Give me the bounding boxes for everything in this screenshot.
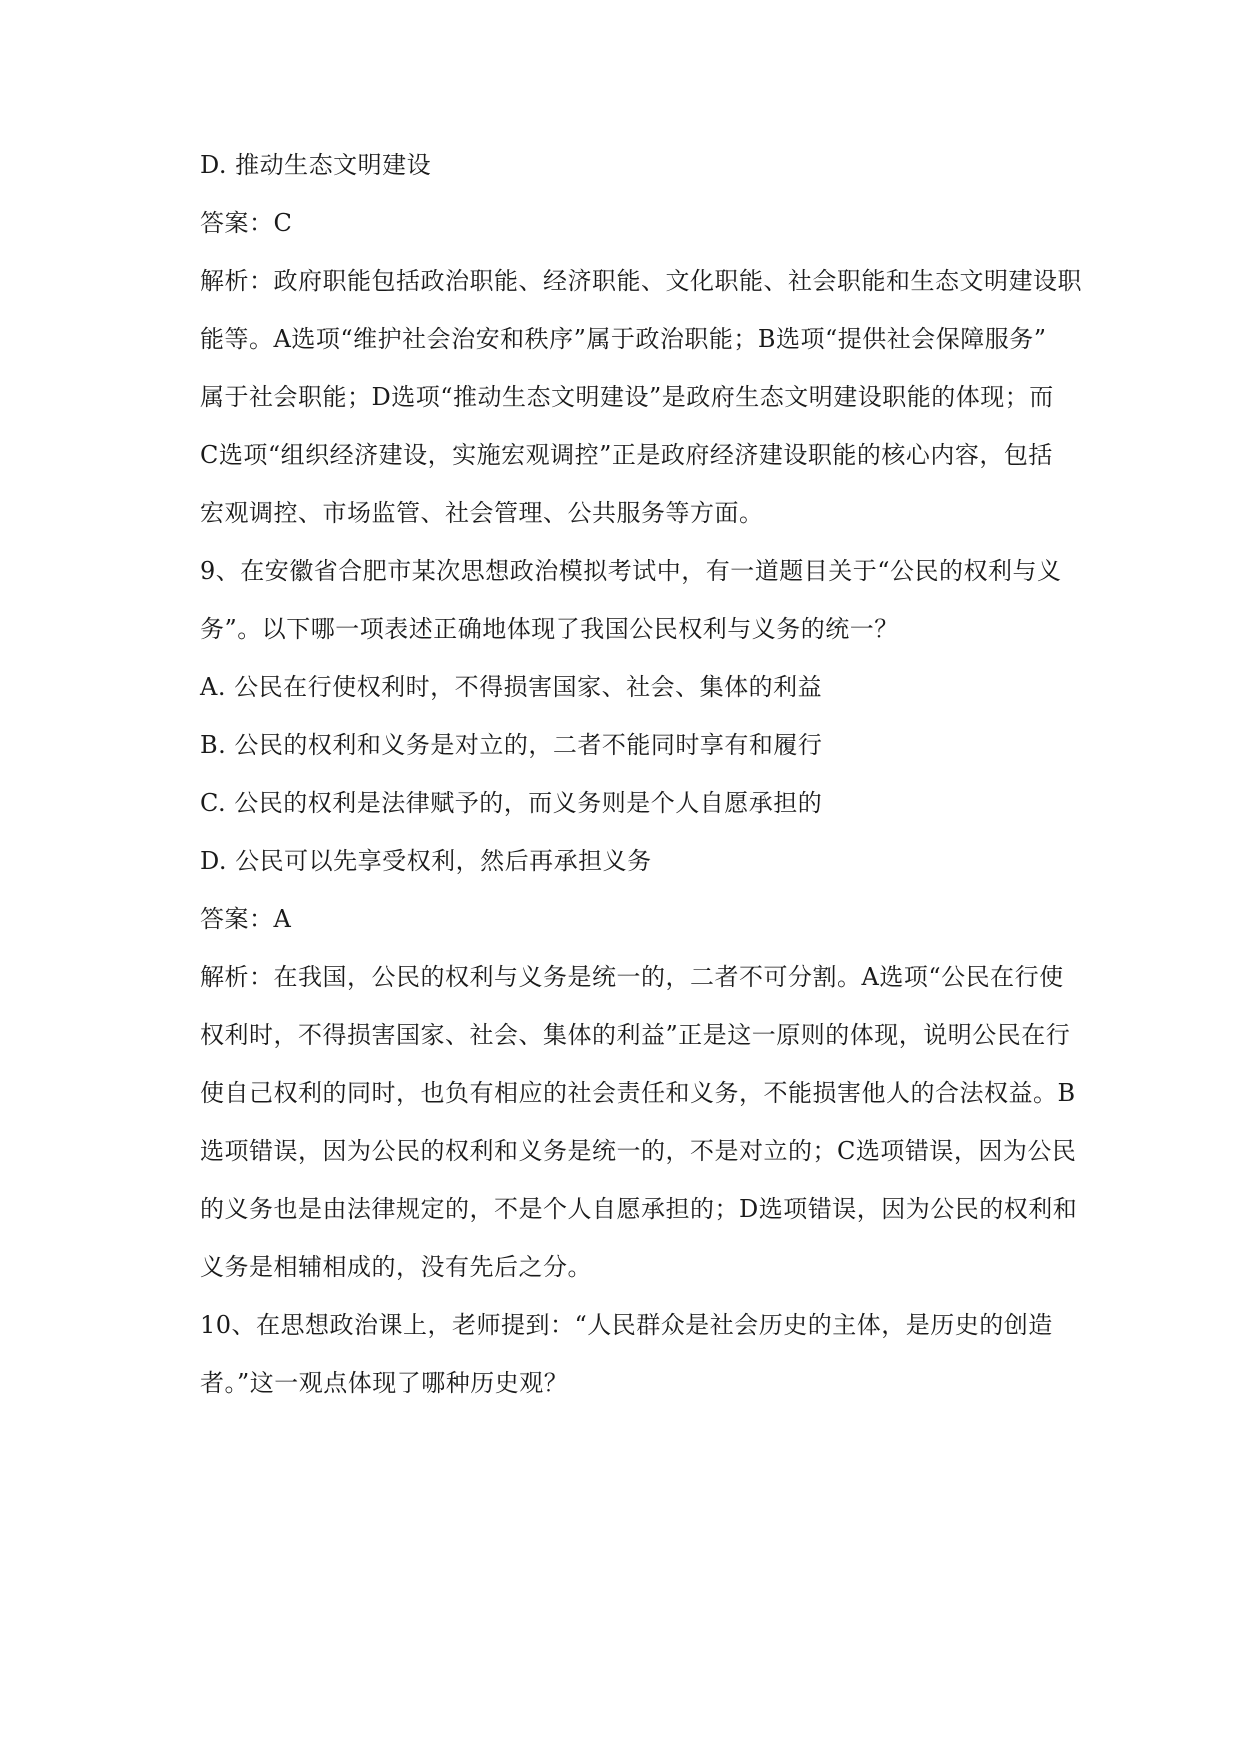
option-a-line: A. 公民在行使权利时，不得损害国家、社会、集体的利益 [200, 673, 823, 701]
analysis-line: 选项错误，因为公民的权利和义务是统一的，不是对立的；C选项错误，因为公民 [200, 1137, 1077, 1165]
option-d-line: D. 公民可以先享受权利，然后再承担义务 [200, 847, 652, 875]
analysis-line: 能等。A选项“维护社会治安和秩序”属于政治职能；B选项“提供社会保障服务” [200, 325, 1047, 353]
analysis-line: 的义务也是由法律规定的，不是个人自愿承担的；D选项错误，因为公民的权利和 [200, 1195, 1078, 1223]
analysis-line: 使自己权利的同时，也负有相应的社会责任和义务，不能损害他人的合法权益。B [200, 1079, 1076, 1107]
analysis-line: 解析：政府职能包括政治职能、经济职能、文化职能、社会职能和生态文明建设职 [200, 267, 1082, 295]
option-c-line: C. 公民的权利是法律赋予的，而义务则是个人自愿承担的 [200, 789, 823, 817]
option-d-line: D. 推动生态文明建设 [200, 151, 432, 179]
question-9-line: 9、在安徽省合肥市某次思想政治模拟考试中，有一道题目关于“公民的权利与义 [200, 557, 1062, 585]
answer-line: 答案：C [200, 209, 293, 237]
analysis-line: C选项“组织经济建设，实施宏观调控”正是政府经济建设职能的核心内容，包括 [200, 441, 1053, 469]
answer-line: 答案：A [200, 905, 292, 933]
question-10-line: 者。”这一观点体现了哪种历史观？ [200, 1369, 569, 1397]
analysis-line: 属于社会职能；D选项“推动生态文明建设”是政府生态文明建设职能的体现；而 [200, 383, 1054, 411]
question-10-line: 10、在思想政治课上，老师提到：“人民群众是社会历史的主体，是历史的创造 [200, 1311, 1053, 1339]
option-b-line: B. 公民的权利和义务是对立的，二者不能同时享有和履行 [200, 731, 823, 759]
analysis-line: 解析：在我国，公民的权利与义务是统一的，二者不可分割。A选项“公民在行使 [200, 963, 1064, 991]
analysis-line: 义务是相辅相成的，没有先后之分。 [200, 1253, 592, 1281]
analysis-line: 权利时，不得损害国家、社会、集体的利益”正是这一原则的体现，说明公民在行 [200, 1021, 1071, 1049]
question-9-line: 务”。以下哪一项表述正确地体现了我国公民权利与义务的统一？ [200, 615, 899, 643]
analysis-line: 宏观调控、市场监管、社会管理、公共服务等方面。 [200, 499, 764, 527]
